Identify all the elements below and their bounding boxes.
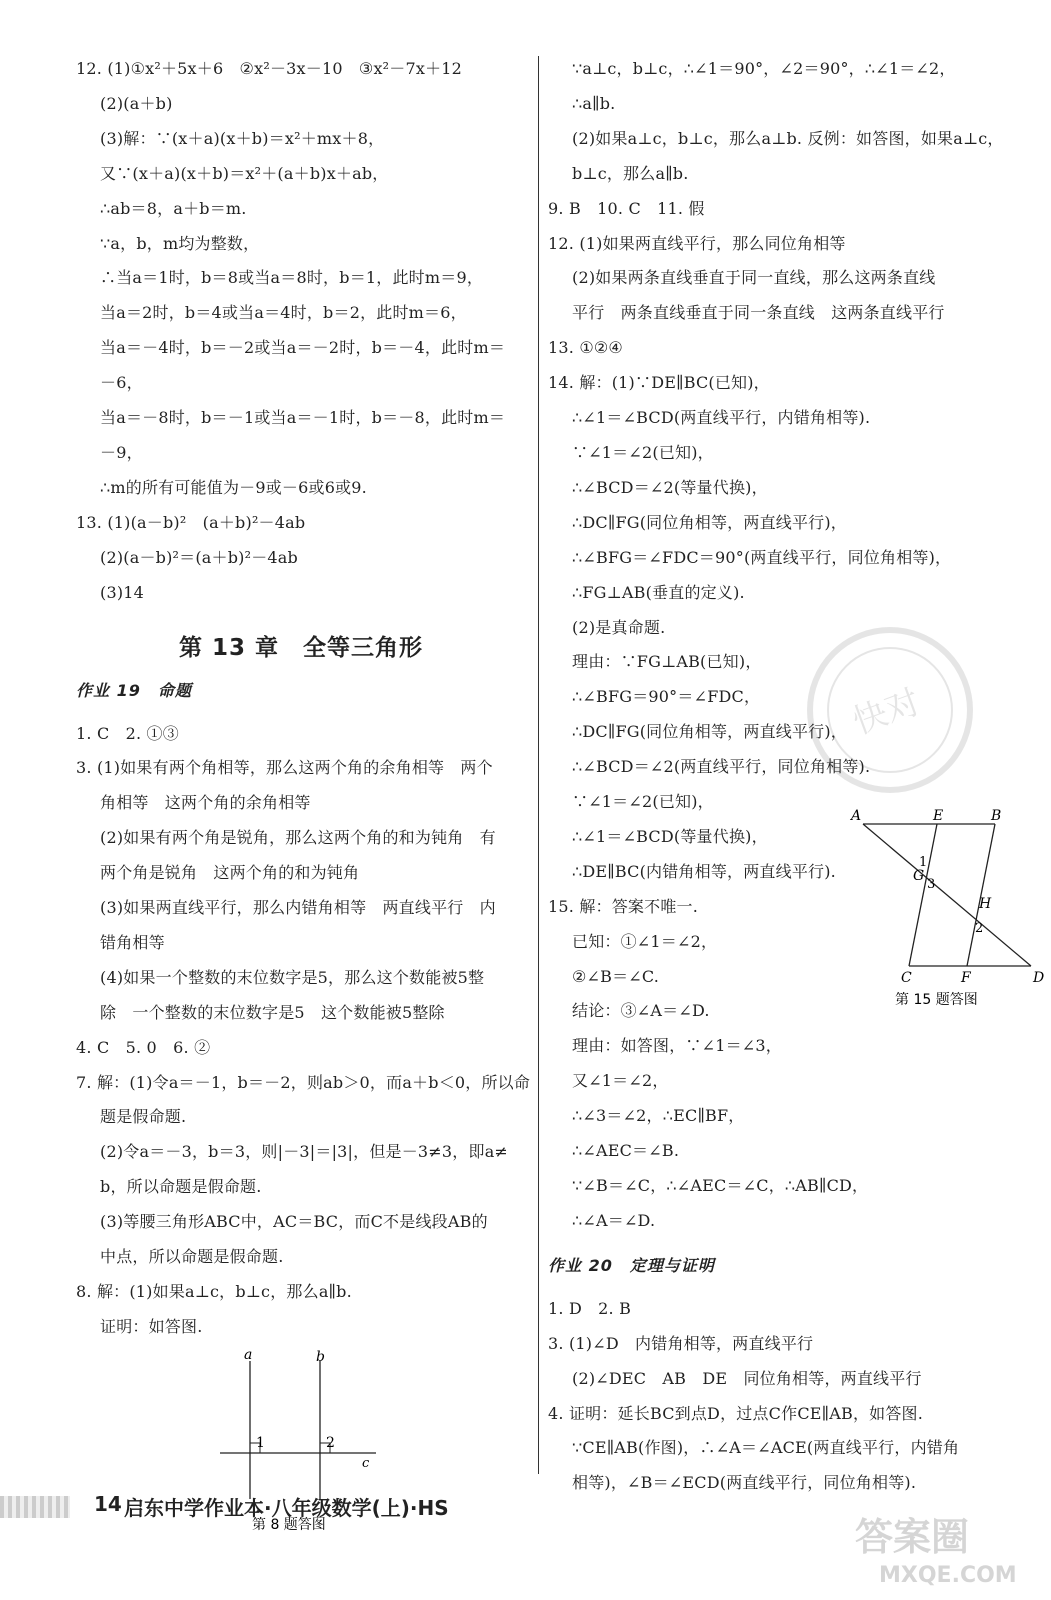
footer-bar — [0, 1496, 70, 1518]
answer-line: (3)等腰三角形ABC中，AC＝BC，而C不是线段AB的 — [100, 1212, 488, 1232]
answer-line: ∴FG⊥AB(垂直的定义). — [572, 582, 745, 602]
answer-line: 12. (1)①x²＋5x＋6 ②x²－3x－10 ③x²－7x＋12 — [76, 59, 463, 78]
book-title: 启东中学作业本·八年级数学(上)·HS — [124, 1496, 449, 1520]
stamp-watermark — [800, 620, 980, 800]
answer-line: (3)如果两直线平行，那么内错角相等 两直线平行 内 — [100, 898, 496, 918]
answer-line: 证明：如答图. — [100, 1316, 203, 1336]
answer-line: 除 一个整数的末位数字是5 这个数能被5整除 — [100, 1002, 445, 1022]
answer-line: ②∠B＝∠C. — [572, 966, 660, 986]
answer-line: ∴DC∥FG(同位角相等，两直线平行)， — [572, 722, 848, 742]
answer-line: 当a＝2时，b＝4或当a＝4时，b＝2，此时m＝6， — [100, 303, 467, 323]
answer-line: ∵a⊥c，b⊥c，∴∠1＝90°，∠2＝90°，∴∠1＝∠2， — [572, 59, 956, 78]
answer-line: ∴∠1＝∠BCD(等量代换)， — [572, 826, 768, 846]
answer-line: 当a＝－4时，b＝－2或当a＝－2时，b＝－4，此时m＝ — [100, 338, 506, 358]
fig15-label-E: E — [933, 808, 944, 824]
answer-line: 当a＝－8时，b＝－1或当a＝－1时，b＝－8，此时m＝ — [100, 408, 506, 428]
fig15-angle-1: 1 — [919, 855, 928, 870]
answer-line: 3. (1)∠D 内错角相等，两直线平行 — [548, 1333, 814, 1353]
answer-line: 平行 两条直线垂直于同一条直线 这两条直线平行 — [572, 303, 945, 323]
answer-line: (2)令a＝－3，b＝3，则|－3|＝|3|，但是－3≠3，即a≠ — [100, 1142, 509, 1162]
answer-line: 4. C 5. 0 6. ② — [76, 1037, 211, 1057]
left-column — [76, 52, 531, 1543]
answer-line: ∵∠1＝∠2(已知)， — [572, 442, 714, 462]
answer-line: 又∵(x＋a)(x＋b)＝x²＋(a＋b)x＋ab， — [100, 163, 389, 183]
answer-line: (4)如果一个整数的末位数字是5，那么这个数能被5整 — [100, 967, 485, 987]
answer-line: 7. 解：(1)令a＝－1，b＝－2，则ab＞0，而a＋b＜0，所以命 — [76, 1072, 531, 1092]
answer-line: (2)(a＋b) — [100, 93, 173, 113]
fig15-label-C: C — [901, 970, 912, 986]
figure-15 — [849, 808, 1049, 1012]
answer-line: (2)∠DEC AB DE 同位角相等，两直线平行 — [572, 1368, 922, 1388]
fig15-caption: 第 15 题答图 — [895, 992, 978, 1008]
site-watermark — [835, 1510, 1035, 1590]
fig8-caption: 第 8 题答图 — [252, 1516, 326, 1533]
answer-line: 结论：③∠A＝∠D. — [572, 1001, 710, 1021]
answer-line: (3)14 — [100, 582, 145, 602]
answer-line: ∴ab＝8，a＋b＝m. — [100, 198, 247, 218]
answer-line: 9. B 10. C 11. 假 — [548, 198, 705, 218]
chapter-title: 第 13 章 全等三角形 — [178, 634, 424, 661]
fig8-angle-1: 1 — [256, 1434, 265, 1451]
fig8-label-c: c — [362, 1455, 370, 1471]
answer-line: 13. ①②④ — [548, 338, 623, 358]
fig8-label-a: a — [244, 1348, 253, 1363]
fig15-label-G: G — [913, 868, 925, 884]
answer-line: 1. C 2. ①③ — [76, 723, 179, 743]
answer-line: 又∠1＝∠2， — [572, 1071, 669, 1091]
answer-line: 3. (1)如果有两个角相等，那么这两个角的余角相等 两个 — [76, 758, 493, 778]
fig15-label-H: H — [979, 896, 992, 912]
answer-line: 已知：①∠1＝∠2， — [572, 931, 718, 951]
answer-line: ∴∠1＝∠BCD(两直线平行，内错角相等). — [572, 408, 871, 428]
answer-line: 理由：如答图，∵∠1＝∠3， — [572, 1036, 782, 1056]
answer-line: ∴∠BCD＝∠2(等量代换)， — [572, 477, 768, 497]
right-answers-hw20 — [548, 1292, 1008, 1501]
answer-line: (2)是真命题. — [572, 617, 666, 637]
answer-line: ∵a，b，m均为整数， — [100, 233, 260, 253]
answer-line: ∵∠B＝∠C，∴∠AEC＝∠C，∴AB∥CD， — [572, 1176, 869, 1195]
answer-line: 4. 证明：延长BC到点D，过点C作CE∥AB，如答图. — [548, 1403, 924, 1423]
answer-line: 15. 解：答案不唯一. — [548, 896, 699, 916]
column-divider — [538, 56, 539, 1474]
answer-line: ∴当a＝1时，b＝8或当a＝8时，b＝1，此时m＝9， — [100, 268, 484, 288]
answer-line: 题是假命题. — [100, 1107, 187, 1127]
fig15-label-B: B — [991, 808, 1002, 824]
answer-line: －9， — [100, 442, 143, 462]
svg-text:答案圈: 答案圈 — [855, 1515, 970, 1559]
answer-line: ∵CE∥AB(作图)，∴∠A＝∠ACE(两直线平行，内错角 — [572, 1438, 960, 1458]
answer-line: ∴∠AEC＝∠B. — [572, 1141, 680, 1161]
answer-line: ∴∠BCD＝∠2(两直线平行，同位角相等). — [572, 757, 871, 777]
fig15-diagram — [849, 808, 1049, 1008]
answer-line: ∴∠BFG＝∠FDC＝90°(两直线平行，同位角相等)， — [572, 547, 952, 567]
answer-line: 8. 解：(1)如果a⊥c，b⊥c，那么a∥b. — [76, 1282, 352, 1301]
homework-19-title: 作业 19 命题 — [76, 680, 192, 700]
left-answers-ch12 — [76, 52, 526, 611]
answer-line: (2)如果有两个角是锐角，那么这两个角的和为钝角 有 — [100, 828, 496, 848]
answer-line: (2)(a－b)²＝(a＋b)²－4ab — [100, 547, 298, 567]
answer-line: 14. 解：(1)∵DE∥BC(已知)， — [548, 373, 770, 393]
answer-line: 角相等 这两个角的余角相等 — [100, 793, 311, 813]
fig15-label-D: D — [1033, 970, 1045, 986]
fig15-label-F: F — [961, 970, 971, 986]
fig8-angle-2: 2 — [326, 1434, 335, 1451]
answer-line: 相等)，∠B＝∠ECD(两直线平行，同位角相等). — [572, 1473, 917, 1493]
fig15-angle-3: 3 — [927, 877, 936, 892]
answer-line: (2)如果两条直线垂直于同一直线，那么这两条直线 — [572, 268, 936, 288]
answer-line: ∵∠1＝∠2(已知)， — [572, 792, 714, 812]
svg-text:快对: 快对 — [847, 681, 926, 743]
answer-line: 13. (1)(a－b)² (a＋b)²－4ab — [76, 512, 306, 532]
fig15-label-A: A — [851, 808, 862, 824]
answer-line: ∴DC∥FG(同位角相等，两直线平行)， — [572, 512, 848, 532]
fig15-angle-2: 2 — [975, 921, 984, 936]
answer-line: ∴∠BFG＝90°＝∠FDC， — [572, 687, 761, 707]
answer-line: －6， — [100, 373, 143, 393]
answer-line: 12. (1)如果两直线平行，那么同位角相等 — [548, 233, 846, 253]
svg-text:MXQE.COM: MXQE.COM — [879, 1563, 1017, 1588]
answer-line: ∴a∥b. — [572, 93, 616, 113]
page-number: 14 — [94, 1492, 122, 1516]
answer-line: 中点，所以命题是假命题. — [100, 1247, 284, 1267]
fig8-label-b: b — [316, 1348, 325, 1365]
answer-line: 两个角是锐角 这两个角的和为钝角 — [100, 863, 360, 883]
answer-line: ∴DE∥BC(内错角相等，两直线平行). — [572, 861, 836, 881]
answer-line: ∴∠3＝∠2，∴EC∥BF， — [572, 1106, 745, 1126]
answer-line: 理由：∵FG⊥AB(已知)， — [572, 652, 762, 672]
answer-line: (2)如果a⊥c，b⊥c，那么a⊥b. 反例：如答图，如果a⊥c， — [572, 128, 1004, 148]
answer-line: 1. D 2. B — [548, 1298, 632, 1318]
answer-line: ∴∠A＝∠D. — [572, 1210, 656, 1230]
answer-line: b，所以命题是假命题. — [100, 1177, 262, 1197]
answer-line: ∴m的所有可能值为－9或－6或6或9. — [100, 477, 367, 497]
answer-line: (3)解：∵(x＋a)(x＋b)＝x²＋mx＋8， — [100, 128, 385, 148]
answer-line: 错角相等 — [100, 932, 165, 952]
homework-20-title: 作业 20 定理与证明 — [548, 1255, 715, 1275]
left-answers-hw19 — [76, 717, 531, 1345]
answer-line: b⊥c，那么a∥b. — [572, 163, 689, 183]
